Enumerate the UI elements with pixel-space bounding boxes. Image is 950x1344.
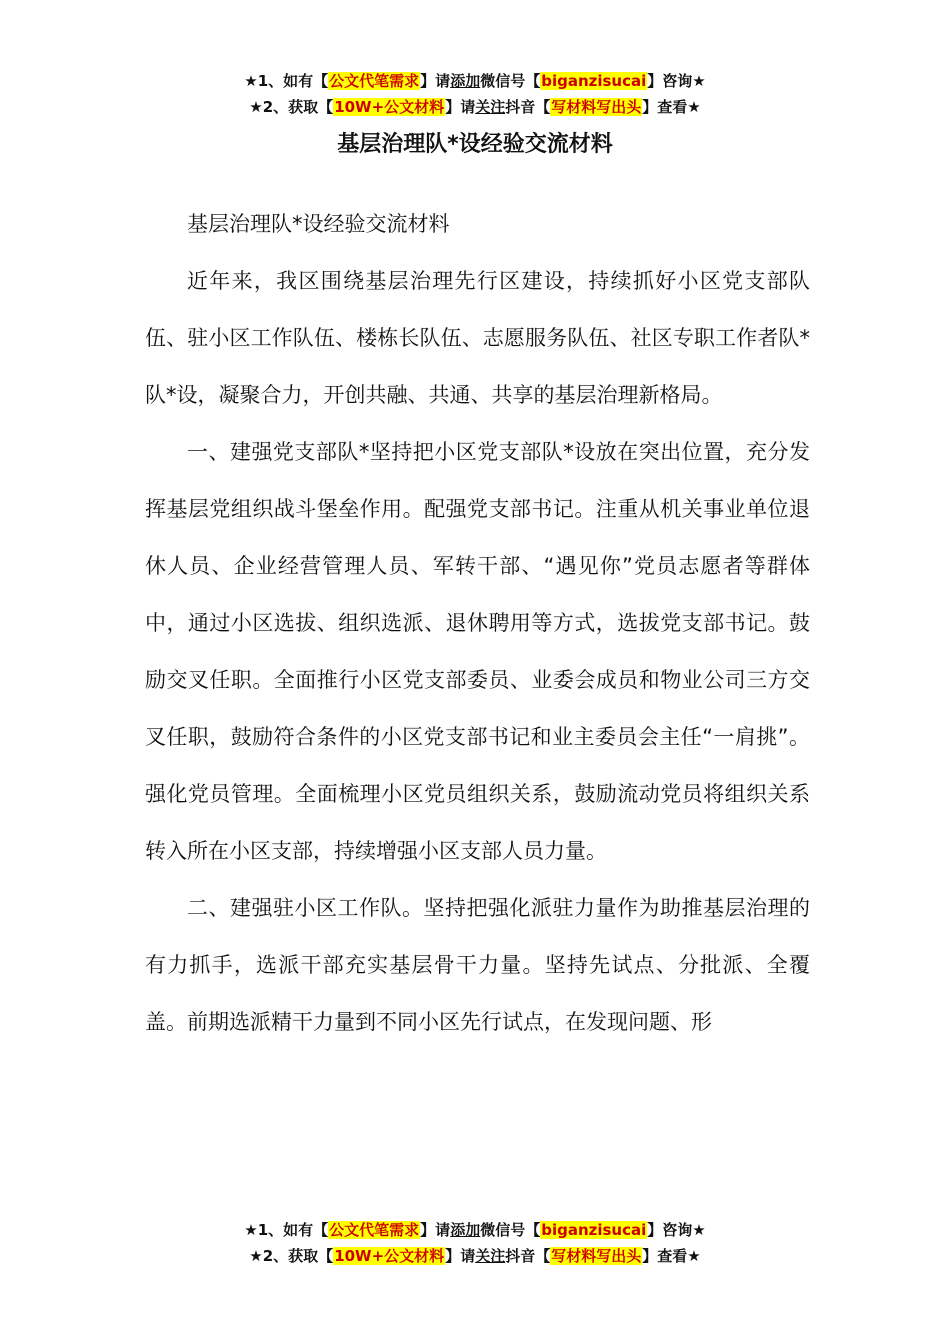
banner-text: 】请 bbox=[445, 98, 476, 116]
banner-text: 】查看★ bbox=[642, 98, 701, 116]
banner-text: 】请 bbox=[420, 1221, 451, 1239]
banner-underline: 关注 bbox=[475, 98, 506, 116]
banner-highlight: 写材料写出头 bbox=[551, 98, 642, 116]
document-title: 基层治理队*设经验交流材料 bbox=[337, 132, 613, 157]
paragraph-section-1: 一、建强党支部队*坚持把小区党支部队*设放在突出位置，充分发挥基层党组织战斗堡垒作用。配强党支部书记。注重从机关事业单位退休人员、企业经营管理人员、军转干部、“遇见你”党员志愿者等群体中，通过小区选拔、组织选派、退休聘用等方式，选拔党支部书记。鼓励交叉任职。全面推行小区党支部委员、业委会成员和物业公司三方交叉任职，鼓励符合条件的小区党支部书记和业主委员会主任“一肩挑”。强化党员管理。全面梳理小区党员组织关系，鼓励流动党员将组织关系转入所在小区支部，持续增强小区支部人员力量。 bbox=[145, 440, 810, 863]
banner-line-1 bbox=[0, 68, 950, 94]
banner-text: 】查看★ bbox=[642, 1247, 701, 1265]
banner-highlight: 10W+公文材料 bbox=[334, 1247, 445, 1265]
banner-highlight: 写材料写出头 bbox=[551, 1247, 642, 1265]
banner-line-2 bbox=[0, 94, 950, 120]
banner-text: ★2、获取【 bbox=[249, 1247, 334, 1265]
banner-text: ★2、获取【 bbox=[249, 98, 334, 116]
banner-text: 】咨询★ bbox=[647, 72, 706, 90]
banner-text: 抖音【 bbox=[505, 1247, 551, 1265]
banner-underline: 关注 bbox=[475, 1247, 506, 1265]
banner-line-1 bbox=[0, 1217, 950, 1243]
banner-text: 】请 bbox=[420, 72, 451, 90]
paragraph-intro: 近年来，我区围绕基层治理先行区建设，持续抓好小区党支部队伍、驻小区工作队伍、楼栋长队伍、志愿服务队伍、社区专职工作者队*队*设，凝聚合力，开创共融、共通、共享的基层治理新格局。 bbox=[145, 269, 810, 407]
banner-text: ★1、如有【 bbox=[244, 1221, 329, 1239]
paragraph-section-2: 二、建强驻小区工作队。坚持把强化派驻力量作为助推基层治理的有力抓手，选派干部充实基层骨干力量。坚持先试点、分批派、全覆盖。前期选派精干力量到不同小区先行试点，在发现问题、形 bbox=[145, 896, 810, 1034]
banner-text: 】请 bbox=[445, 1247, 476, 1265]
banner-text: ★1、如有【 bbox=[244, 72, 329, 90]
banner-underline: 添加 bbox=[450, 72, 481, 90]
document-subtitle: 基层治理队*设经验交流材料 bbox=[187, 212, 450, 236]
footer-banner bbox=[0, 1217, 950, 1269]
banner-highlight: 公文代笔需求 bbox=[329, 1221, 420, 1239]
banner-highlight: biganzisucai bbox=[541, 1221, 647, 1239]
banner-line-2 bbox=[0, 1243, 950, 1269]
banner-text: 微信号【 bbox=[480, 1221, 541, 1239]
banner-underline: 添加 bbox=[450, 1221, 481, 1239]
banner-highlight: 公文代笔需求 bbox=[329, 72, 420, 90]
banner-text: 微信号【 bbox=[480, 72, 541, 90]
document-body bbox=[145, 196, 810, 1051]
header-banner bbox=[0, 68, 950, 120]
banner-highlight: 10W+公文材料 bbox=[334, 98, 445, 116]
banner-highlight: biganzisucai bbox=[541, 72, 647, 90]
banner-text: 】咨询★ bbox=[647, 1221, 706, 1239]
banner-text: 抖音【 bbox=[505, 98, 551, 116]
